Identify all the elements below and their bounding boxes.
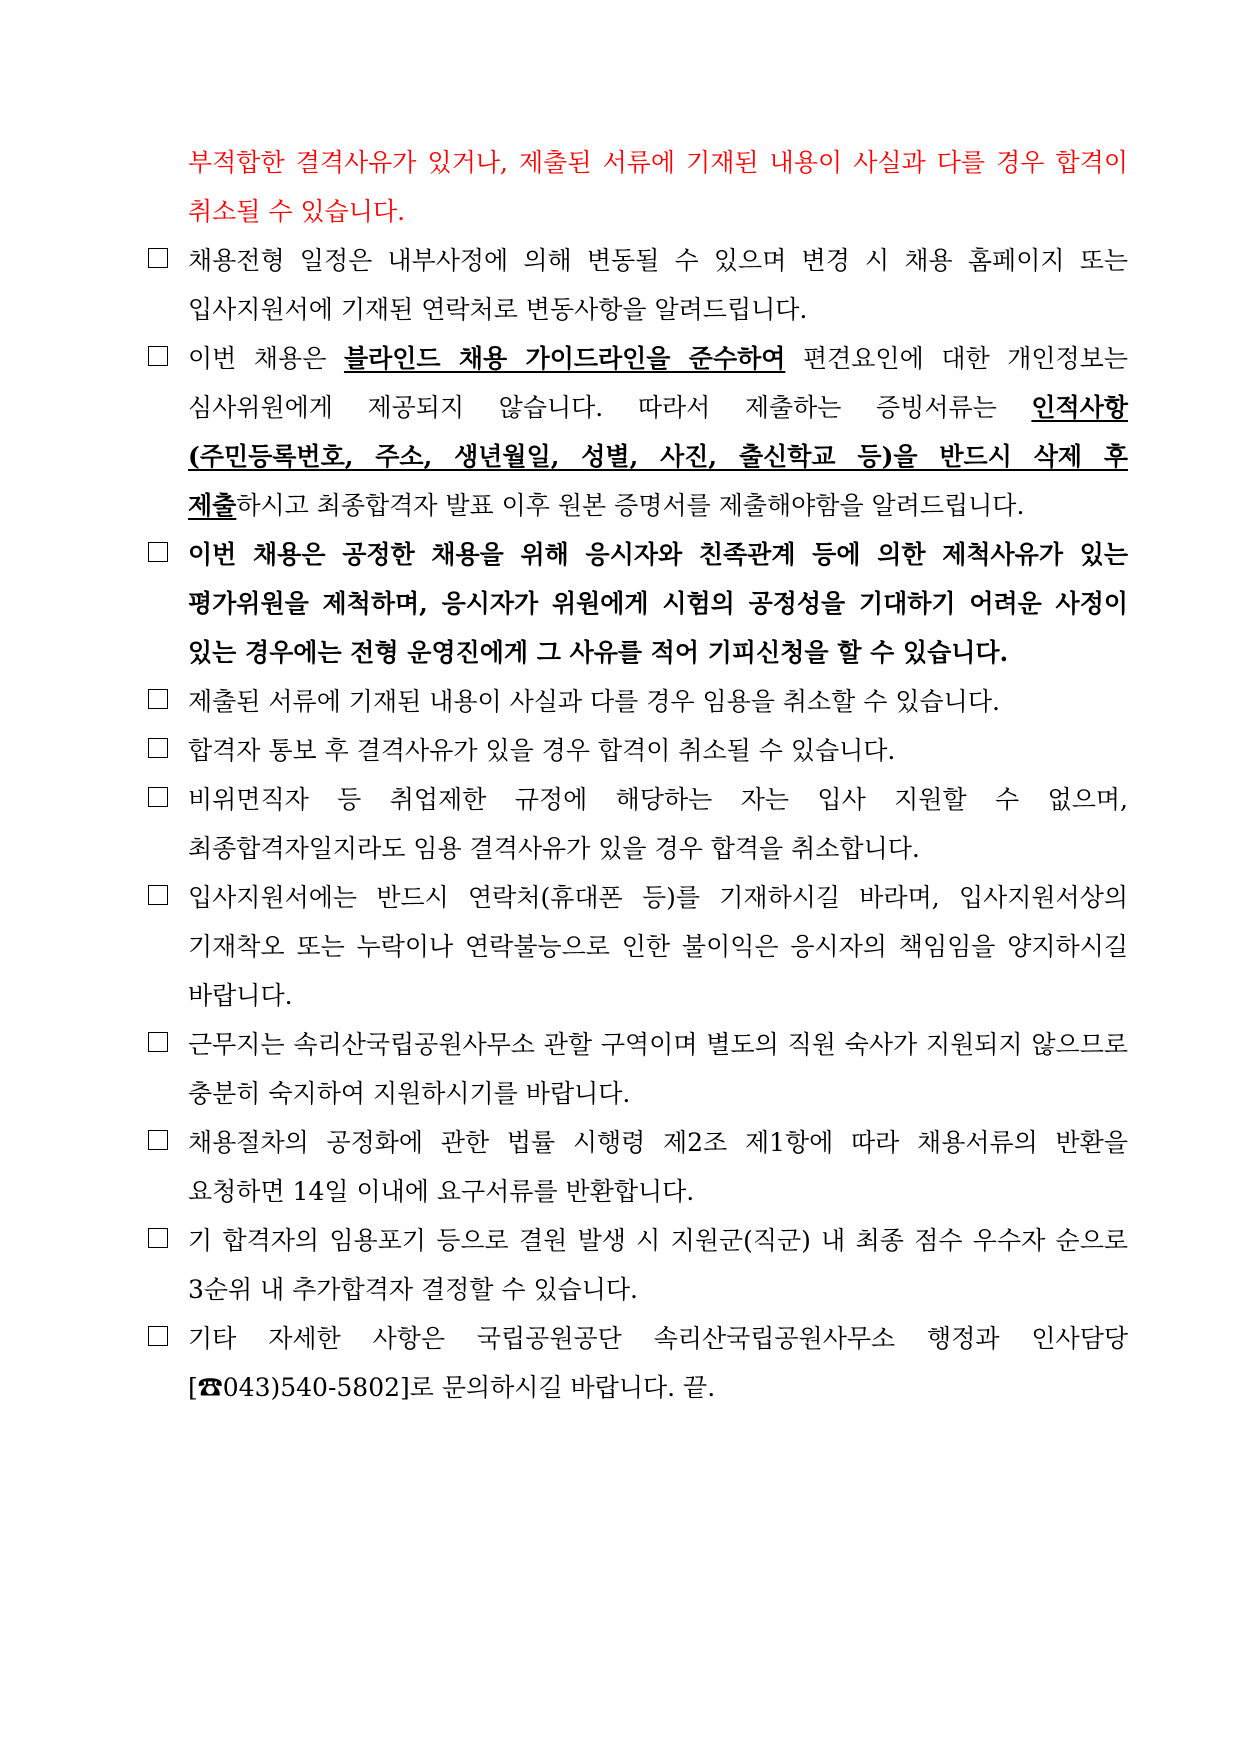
list-item [148,726,1128,775]
list-item [148,530,1128,677]
checkbox-square-icon [148,1130,168,1150]
item-text-bold: 이번 채용은 공정한 채용을 위해 응시자와 친족관계 등에 의한 제척사유가 있는 평가위원을 제척하며, 응시자가 위원에게 시험의 공정성을 기대하기 어려운 사정이 있는 경우에는 전형 운영진에게 그 사유를 적어 기피신청을 할 수 있습니다. [188,540,1128,667]
list-item [148,334,1128,530]
item-text: 채용전형 일정은 내부사정에 의해 변동될 수 있으며 변경 시 채용 홈페이지 또는 입사지원서에 기재된 연락처로 변동사항을 알려드립니다. [188,246,1128,324]
list-item [148,873,1128,1020]
item-text: 기타 자세한 사항은 국립공원공단 속리산국립공원사무소 행정과 인사담당 [☎043)540-5802]로 문의하시길 바랍니다. 끝. [188,1324,1128,1402]
item-text: 입사지원서에는 반드시 연락처(휴대폰 등)를 기재하시길 바라며, 입사지원서상의 기재착오 또는 누락이나 연락불능으로 인한 불이익은 응시자의 책임임을 양지하시길 바랍니다. [188,883,1128,1010]
list-item [148,1020,1128,1118]
item-text: 기 합격자의 임용포기 등으로 결원 발생 시 지원군(직군) 내 최종 점수 우수자 순으로 3순위 내 추가합격자 결정할 수 있습니다. [188,1226,1128,1304]
checkbox-square-icon [148,738,168,758]
item-text: 채용절차의 공정화에 관한 법률 시행령 제2조 제1항에 따라 채용서류의 반환을 요청하면 14일 이내에 요구서류를 반환합니다. [188,1128,1128,1206]
item-text: 편견요인에 대한 개인정보는 심사위원에게 제공되지 않습니다. 따라서 제출하는 증빙서류는 [188,344,1128,422]
item-text-emphasis: 인적사항(주민등록번호, 주소, 생년월일, 성별, 사진, 출신학교 등)을 반드시 삭제 후 제출 [188,393,1128,520]
item-text-emphasis: 블라인드 채용 가이드라인을 준수하여 [343,344,786,373]
list-item [148,1118,1128,1216]
list-item [148,236,1128,334]
checkbox-square-icon [148,248,168,268]
checkbox-square-icon [148,1228,168,1248]
notice-content [148,138,1128,1412]
item-text: 합격자 통보 후 결격사유가 있을 경우 합격이 취소될 수 있습니다. [188,736,896,765]
item-text: 이번 채용은 [188,344,344,373]
item-text: 하시고 최종합격자 발표 이후 원본 증명서를 제출해야함을 알려드립니다. [236,491,1025,520]
checkbox-square-icon [148,787,168,807]
item-text: 제출된 서류에 기재된 내용이 사실과 다를 경우 임용을 취소할 수 있습니다. [188,687,1000,716]
checkbox-square-icon [148,346,168,366]
checkbox-square-icon [148,1326,168,1346]
checkbox-square-icon [148,689,168,709]
checkbox-square-icon [148,885,168,905]
item-text: 비위면직자 등 취업제한 규정에 해당하는 자는 입사 지원할 수 없으며, 최종합격자일지라도 임용 결격사유가 있을 경우 합격을 취소합니다. [188,785,1128,863]
item-text: 근무지는 속리산국립공원사무소 관할 구역이며 별도의 직원 숙사가 지원되지 않으므로 충분히 숙지하여 지원하시기를 바랍니다. [188,1030,1128,1108]
list-item [148,1216,1128,1314]
intro-warning: 부적합한 결격사유가 있거나, 제출된 서류에 기재된 내용이 사실과 다를 경우 합격이 취소될 수 있습니다. [188,148,1128,226]
list-item [148,1314,1128,1412]
checkbox-square-icon [148,542,168,562]
checkbox-square-icon [148,1032,168,1052]
list-item [148,775,1128,873]
list-item [148,677,1128,726]
